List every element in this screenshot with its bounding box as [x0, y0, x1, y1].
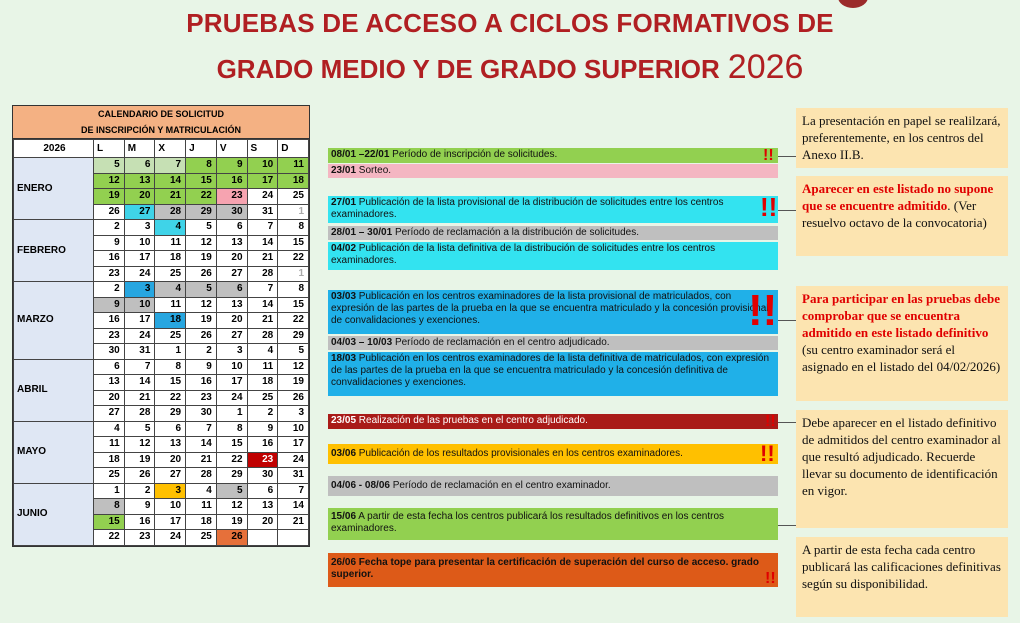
calendar-day: 2: [94, 282, 125, 298]
calendar-day: 6: [94, 359, 125, 375]
note-warning-text: Aparecer en este listado no supone que se encuentre admitido: [802, 181, 994, 213]
calendar-day: 19: [216, 514, 247, 530]
calendar-week-row: [14, 483, 309, 499]
calendar-day: 18: [247, 375, 278, 391]
page-title-line2: [0, 48, 1020, 87]
event-text: Publicación de los resultados provisionales en los centros examinadores.: [356, 448, 683, 459]
calendar-day: 28: [247, 266, 278, 282]
calendar-day: 24: [124, 328, 155, 344]
calendar-day: 27: [124, 204, 155, 220]
calendar-day: 27: [94, 406, 125, 422]
calendar-day: 20: [94, 390, 125, 406]
calendar-day: 14: [186, 437, 217, 453]
weekday-m: M: [124, 140, 155, 158]
warning-mark: !!: [760, 192, 778, 222]
calendar-day: 13: [155, 437, 186, 453]
calendar-day: 17: [124, 251, 155, 267]
event-date: 15/06: [331, 511, 357, 522]
calendar-day: 6: [216, 282, 247, 298]
calendar-day: 5: [94, 158, 125, 174]
calendar-day: 22: [186, 189, 217, 205]
note-text: (su centro examinador será el asignado en el listado del 04/02/2026): [802, 342, 1001, 374]
calendar-day: 15: [216, 437, 247, 453]
weekday-x: X: [155, 140, 186, 158]
calendar-day: 26: [186, 266, 217, 282]
calendar-day: 9: [216, 158, 247, 174]
connector-line: [778, 156, 796, 157]
weekday-v: V: [216, 140, 247, 158]
calendar-day: 21: [247, 313, 278, 329]
event-date: 23/01: [331, 165, 357, 176]
calendar-day: 5: [186, 220, 217, 236]
calendar-day: 24: [124, 266, 155, 282]
calendar-day: [278, 530, 309, 546]
event-date: 03/03: [331, 291, 357, 302]
calendar-day: 13: [216, 235, 247, 251]
calendar-day: 10: [278, 421, 309, 437]
calendar-day: 1: [278, 204, 309, 220]
calendar-day: 11: [155, 297, 186, 313]
calendar-day: 28: [247, 328, 278, 344]
calendar-day: 11: [247, 359, 278, 375]
connector-line: [778, 210, 796, 211]
month-name: ENERO: [14, 158, 94, 220]
calendar-day: 22: [278, 313, 309, 329]
calendar-day: 31: [247, 204, 278, 220]
calendar-day: 26: [186, 328, 217, 344]
calendar-day: 4: [155, 220, 186, 236]
weekday-d: D: [278, 140, 309, 158]
calendar-day: 24: [216, 390, 247, 406]
calendar-day: 5: [186, 282, 217, 298]
calendar-day: 20: [216, 251, 247, 267]
calendar-day: 12: [124, 437, 155, 453]
event-inscripcion: [328, 148, 778, 163]
calendar-day: 29: [278, 328, 309, 344]
calendar-day: 20: [247, 514, 278, 530]
event-text: Publicación en los centros examinadores de la lista definitiva de matriculados, con expresión de las partes de la prueba en la que se encuentra matriculado y la concesión definitiva de convalidaciones y exenciones.: [331, 353, 770, 388]
calendar-day: 4: [186, 483, 217, 499]
calendar-day: 25: [155, 328, 186, 344]
calendar-day: 7: [124, 359, 155, 375]
calendar-day: 21: [247, 251, 278, 267]
weekday-s: S: [247, 140, 278, 158]
calendar-day: 16: [124, 514, 155, 530]
calendar-day: 4: [94, 421, 125, 437]
event-text: Período de reclamación en el centro adjudicado.: [392, 337, 610, 348]
calendar-table: [13, 139, 309, 546]
calendar-day: 26: [216, 530, 247, 546]
month-name: MARZO: [14, 282, 94, 360]
calendar-day: 5: [278, 344, 309, 360]
calendar-day: 8: [278, 282, 309, 298]
calendar-day: 24: [278, 452, 309, 468]
calendar-day: 11: [278, 158, 309, 174]
calendar-day: 7: [278, 483, 309, 499]
note-pruebas: Debe aparecer en el listado definitivo de admitidos del centro examinador al que resultó adjudicado. Recuerde llevar su documento de identificación en vigor.: [796, 410, 1008, 528]
event-text: Fecha tope para presentar la certificación de superación del curso de acceso. grado superior.: [331, 557, 759, 580]
calendar-day: 22: [94, 530, 125, 546]
calendar-day: 4: [247, 344, 278, 360]
calendar-day: 5: [216, 483, 247, 499]
calendar-day: 1: [216, 406, 247, 422]
calendar-day: 18: [155, 313, 186, 329]
calendar-day: 23: [94, 328, 125, 344]
calendar-day: 11: [94, 437, 125, 453]
calendar-day: 29: [155, 406, 186, 422]
calendar-day: 2: [186, 344, 217, 360]
calendar-day: 17: [216, 375, 247, 391]
calendar-day: 7: [247, 282, 278, 298]
event-fecha-tope: [328, 553, 778, 587]
event-date: 08/01 –22/01: [331, 149, 390, 160]
event-resultados-definitivos: [328, 508, 778, 540]
event-text: Publicación de la lista provisional de la distribución de solicitudes entre los centros examinadores.: [331, 197, 724, 220]
calendar-header-line2: DE INSCRIPCIÓN Y MATRICULACIÓN: [80, 125, 241, 135]
calendar-day: 10: [247, 158, 278, 174]
calendar-week-row: [14, 282, 309, 298]
calendar-day: 16: [216, 173, 247, 189]
month-name: MAYO: [14, 421, 94, 483]
event-text: Publicación en los centros examinadores de la lista provisional de matriculados, con expresión de las partes de la prueba en la que se encuentra matriculado y la concesión provisional de convalidaciones y exenciones.: [331, 291, 769, 326]
calendar-day: 30: [216, 204, 247, 220]
calendar-day: 2: [124, 483, 155, 499]
month-name: JUNIO: [14, 483, 94, 545]
month-name: ABRIL: [14, 359, 94, 421]
event-lista-provisional: [328, 196, 778, 223]
weekday-j: J: [186, 140, 217, 158]
calendar-day: 1: [155, 344, 186, 360]
calendar-day: 17: [247, 173, 278, 189]
calendar-day: 14: [247, 297, 278, 313]
calendar-day: 14: [124, 375, 155, 391]
calendar-header-line1: CALENDARIO DE SOLICITUD: [98, 109, 224, 119]
calendar-day: 19: [186, 251, 217, 267]
calendar-day: 16: [94, 251, 125, 267]
page-title-line1: PRUEBAS DE ACCESO A CICLOS FORMATIVOS DE: [186, 8, 834, 38]
event-date: 26/06: [331, 557, 357, 568]
calendar-day: 20: [216, 313, 247, 329]
calendar-day: 23: [216, 189, 247, 205]
calendar-day: 10: [216, 359, 247, 375]
calendar-day: 15: [278, 235, 309, 251]
calendar-day: 30: [94, 344, 125, 360]
calendar-day: 29: [186, 204, 217, 220]
calendar-day: 10: [124, 297, 155, 313]
calendar-day: 28: [186, 468, 217, 484]
calendar-day: 6: [247, 483, 278, 499]
calendar-day: 26: [124, 468, 155, 484]
calendar-day: 18: [94, 452, 125, 468]
calendar-day: 28: [155, 204, 186, 220]
calendar-day: 21: [186, 452, 217, 468]
note-text: . (Ver resuelvo octavo de la convocatoria): [802, 198, 987, 230]
calendar-day: 18: [278, 173, 309, 189]
calendar-day: 19: [186, 313, 217, 329]
calendar-day: 13: [216, 297, 247, 313]
event-matriculados-provisional: [328, 290, 778, 334]
calendar-day: 3: [155, 483, 186, 499]
calendar-day: 25: [278, 189, 309, 205]
calendar-day: 23: [186, 390, 217, 406]
calendar-day: 13: [124, 173, 155, 189]
event-text: Realización de las pruebas en el centro adjudicado.: [356, 415, 588, 426]
calendar-weekday-row: [14, 140, 309, 158]
calendar-day: 2: [94, 220, 125, 236]
calendar-day: 8: [155, 359, 186, 375]
calendar-day: 8: [94, 499, 125, 515]
calendar-day: 16: [94, 313, 125, 329]
title-year: 2026: [727, 48, 804, 86]
calendar-day: 5: [124, 421, 155, 437]
event-reclamacion-centro: [328, 336, 778, 350]
calendar-day: 9: [186, 359, 217, 375]
event-matriculados-definitiva: [328, 352, 778, 396]
calendar-day: 21: [155, 189, 186, 205]
calendar-day: 17: [124, 313, 155, 329]
calendar-day: 29: [216, 468, 247, 484]
calendar-day: 7: [247, 220, 278, 236]
calendar-day: 18: [155, 251, 186, 267]
event-date: 04/02: [331, 243, 357, 254]
connector-line: [778, 422, 796, 423]
event-text: A partir de esta fecha los centros publicará los resultados definitivos en los centros examinadores.: [331, 511, 725, 534]
calendar-day: 25: [155, 266, 186, 282]
calendar-day: 30: [186, 406, 217, 422]
calendar-day: 19: [124, 452, 155, 468]
calendar-week-row: [14, 220, 309, 236]
calendar-day: 14: [155, 173, 186, 189]
event-reclamacion-distribucion: [328, 226, 778, 240]
warning-mark: !!: [760, 441, 775, 466]
event-date: 18/03: [331, 353, 357, 364]
calendar-day: 31: [278, 468, 309, 484]
calendar-week-row: [14, 158, 309, 174]
calendar-day: 21: [278, 514, 309, 530]
calendar-day: 24: [155, 530, 186, 546]
calendar-day: 6: [155, 421, 186, 437]
calendar-day: 10: [155, 499, 186, 515]
event-resultados-provisionales: [328, 444, 778, 464]
calendar-day: 8: [216, 421, 247, 437]
calendar-day: 7: [155, 158, 186, 174]
calendar-day: 6: [124, 158, 155, 174]
connector-line: [778, 320, 796, 321]
calendar-year: 2026: [14, 140, 94, 158]
calendar-day: 17: [278, 437, 309, 453]
calendar-day: 14: [247, 235, 278, 251]
event-date: 03/06: [331, 448, 357, 459]
calendar-day: 12: [278, 359, 309, 375]
calendar-day: [247, 530, 278, 546]
calendar-day: 21: [124, 390, 155, 406]
calendar-day: 14: [278, 499, 309, 515]
calendar-day: 3: [278, 406, 309, 422]
month-name: FEBRERO: [14, 220, 94, 282]
calendar-day: 27: [216, 328, 247, 344]
event-text: Publicación de la lista definitiva de la distribución de solicitudes entre los centros examinadores.: [331, 243, 716, 266]
event-date: 23/05: [331, 415, 357, 426]
connector-line: [778, 525, 796, 526]
calendar-day: 27: [155, 468, 186, 484]
logo-fragment: [838, 0, 868, 8]
calendar-day: 23: [124, 530, 155, 546]
event-text: Período de reclamación en el centro examinador.: [389, 480, 611, 491]
event-reclamacion-examinador: [328, 476, 778, 496]
calendar-day: 24: [247, 189, 278, 205]
weekday-l: L: [94, 140, 125, 158]
warning-mark: !!: [748, 286, 778, 335]
calendar-day: 25: [94, 468, 125, 484]
calendar-day: 12: [94, 173, 125, 189]
calendar-day: 2: [247, 406, 278, 422]
calendar-header: [13, 106, 309, 139]
calendar-day: 25: [247, 390, 278, 406]
title-text: GRADO MEDIO Y DE GRADO SUPERIOR: [216, 54, 720, 84]
warning-mark: !!: [765, 570, 776, 587]
calendar-day: 15: [155, 375, 186, 391]
calendar-day: 26: [94, 204, 125, 220]
calendar-day: 12: [216, 499, 247, 515]
calendar-day: 22: [278, 251, 309, 267]
calendar-day: 20: [124, 189, 155, 205]
calendar-day: 11: [155, 235, 186, 251]
calendar-day: 22: [216, 452, 247, 468]
calendar-day: 16: [186, 375, 217, 391]
note-lista-definitiva: [796, 286, 1008, 401]
calendar-day: 18: [186, 514, 217, 530]
calendar-day: 15: [278, 297, 309, 313]
calendar-day: 23: [247, 452, 278, 468]
calendar-day: 31: [124, 344, 155, 360]
calendar-day: 9: [247, 421, 278, 437]
event-date: 04/06 - 08/06: [331, 480, 390, 491]
calendar-day: 4: [155, 282, 186, 298]
event-date: 28/01 – 30/01: [331, 227, 393, 238]
calendar-day: 15: [186, 173, 217, 189]
calendar-day: 23: [94, 266, 125, 282]
calendar-day: 20: [155, 452, 186, 468]
calendar-day: 9: [94, 235, 125, 251]
calendar-day: 3: [216, 344, 247, 360]
event-sorteo: [328, 164, 778, 178]
calendar-day: 27: [216, 266, 247, 282]
calendar-day: 6: [216, 220, 247, 236]
calendar-day: 19: [278, 375, 309, 391]
calendar-week-row: [14, 421, 309, 437]
calendar-week-row: [14, 359, 309, 375]
calendar-day: 8: [278, 220, 309, 236]
note-warning-text: Para participar en las pruebas debe comprobar que se encuentra admitido en este listado definitivo: [802, 291, 1001, 340]
calendar-day: 1: [278, 266, 309, 282]
event-date: 04/03 – 10/03: [331, 337, 393, 348]
calendar-day: 19: [94, 189, 125, 205]
calendar-day: 8: [186, 158, 217, 174]
calendar-day: 3: [124, 282, 155, 298]
calendar-day: 12: [186, 235, 217, 251]
event-text: Período de inscripción de solicitudes.: [389, 149, 558, 160]
calendar: [12, 105, 310, 547]
calendar-day: 1: [94, 483, 125, 499]
calendar-day: 3: [124, 220, 155, 236]
calendar-day: 26: [278, 390, 309, 406]
calendar-day: 10: [124, 235, 155, 251]
note-lista-provisional: [796, 176, 1008, 256]
calendar-day: 9: [94, 297, 125, 313]
event-lista-definitiva: [328, 242, 778, 270]
calendar-day: 16: [247, 437, 278, 453]
calendar-day: 13: [247, 499, 278, 515]
calendar-day: 22: [155, 390, 186, 406]
calendar-day: 17: [155, 514, 186, 530]
calendar-day: 12: [186, 297, 217, 313]
event-text: Período de reclamación a la distribución de solicitudes.: [392, 227, 639, 238]
calendar-day: 13: [94, 375, 125, 391]
calendar-day: 9: [124, 499, 155, 515]
warning-mark: !!: [765, 413, 776, 430]
calendar-body: [14, 158, 309, 546]
calendar-day: 7: [186, 421, 217, 437]
calendar-day: 25: [186, 530, 217, 546]
warning-mark: !!: [763, 147, 774, 164]
note-calificaciones: A partir de esta fecha cada centro publicará las calificaciones definitivas según su disponibilidad.: [796, 537, 1008, 617]
event-pruebas: [328, 414, 778, 429]
calendar-day: 11: [186, 499, 217, 515]
calendar-day: 15: [94, 514, 125, 530]
event-date: 27/01: [331, 197, 357, 208]
calendar-day: 30: [247, 468, 278, 484]
calendar-day: 28: [124, 406, 155, 422]
note-presentacion-papel: La presentación en papel se realilzará, preferentemente, en los centros del Anexo II.B.: [796, 108, 1008, 168]
event-text: Sorteo.: [356, 165, 392, 176]
